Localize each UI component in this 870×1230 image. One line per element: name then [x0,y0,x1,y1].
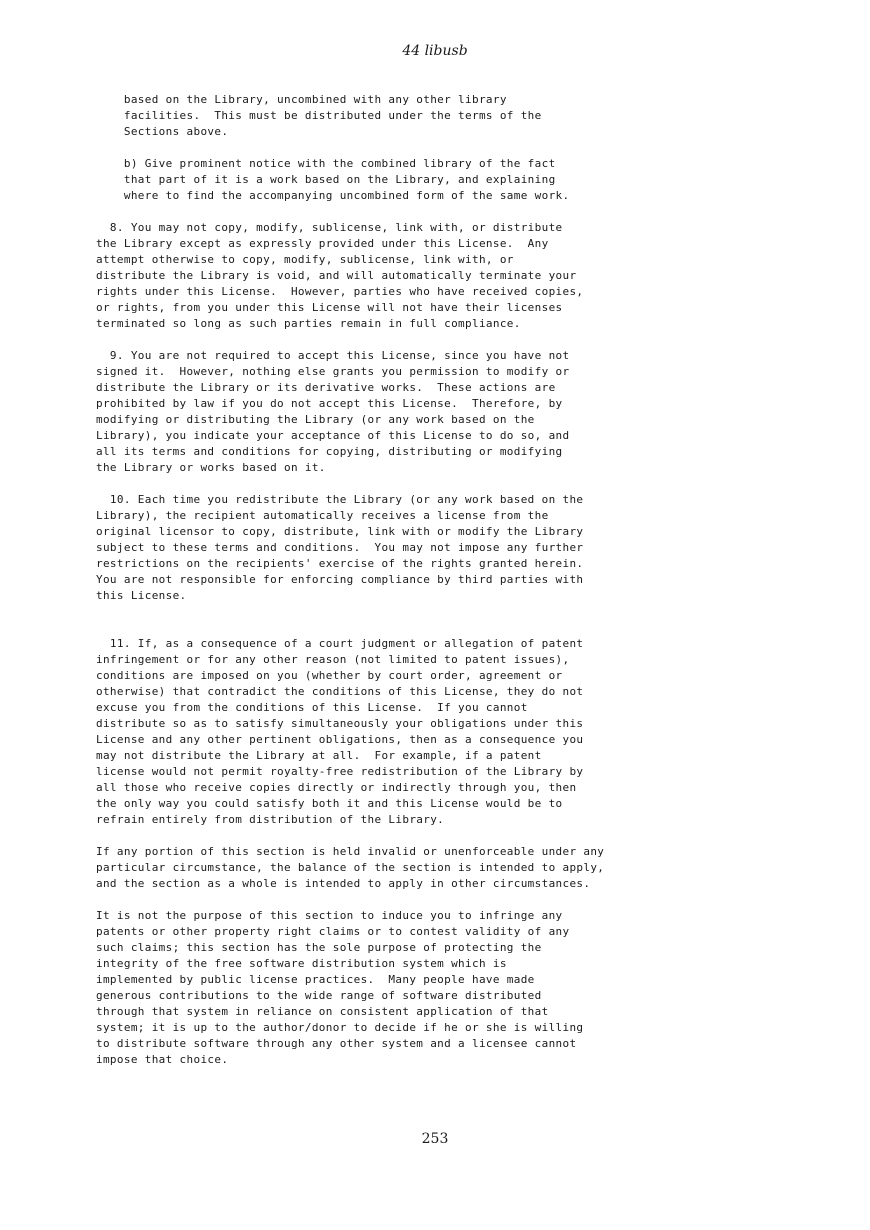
running-header: 44 libusb [402,43,468,59]
page-number: 253 [421,1131,449,1147]
license-text: based on the Library, uncombined with any other library facilities. This must be distributed under the terms of the Sections above. b) Give prominent notice with the combined library of the fact that part of it is a work based on the Library, and explaining where to find the accompanying uncombined form of the same work. 8. You may not copy, modify, sublicense, link with, or distribute the Library except as expressly provided under this License. Any attempt otherwise to copy, modify, sublicense, link with, or distribute the Library is void, and will automatically terminate your rights under this License. However, parties who have received copies, or rights, from you under this License will not have their licenses terminated so long as such parties remain in full compliance. 9. You are not required to accept this License, since you have not signed it. However, nothing else grants you permission to modify or distribute the Library or its derivative works. These actions are prohibited by law if you do not accept this License. Therefore, by modifying or distributing the Library (or any work based on the Library), you indicate your acceptance of this License to do so, and all its terms and conditions for copying, distributing or modifying the Library or works based on it. 10. Each time you redistribute the Library (or any work based on the Library), the recipient automatically receives a license from the original licensor to copy, distribute, link with or modify the Library subject to these terms and conditions. You may not impose any further restrictions on the recipients' exercise of the rights granted herein. You are not responsible for enforcing compliance by third parties with this License. 11. If, as a consequence of a court judgment or allegation of patent infringement or for any other reason (not limited to patent issues), conditions are imposed on you (whether by court order, agreement or otherwise) that contradict the conditions of this License, they do not excuse you from the conditions of this License. If you cannot distribute so as to satisfy simultaneously your obligations under this License and any other pertinent obligations, then as a consequence you may not distribute the Library at all. For example, if a patent license would not permit royalty-free redistribution of the Library by all those who receive copies directly or indirectly through you, then the only way you could satisfy both it and this License would be to refrain entirely from distribution of the Library. If any portion of this section is held invalid or unenforceable under any particular circumstance, the balance of the section is intended to apply, and the section as a whole is intended to apply in other circumstances. It is not the purpose of this section to induce you to infringe any patents or other property right claims or to contest validity of any such claims; this section has the sole purpose of protecting the integrity of the free software distribution system which is implemented by public license practices. Many people have made generous contributions to the wide range of software distributed through that system in reliance on consistent application of that system; it is up to the author/donor to decide if he or she is willing to distribute software through any other system and a licensee cannot impose that choice. [96,93,605,1066]
